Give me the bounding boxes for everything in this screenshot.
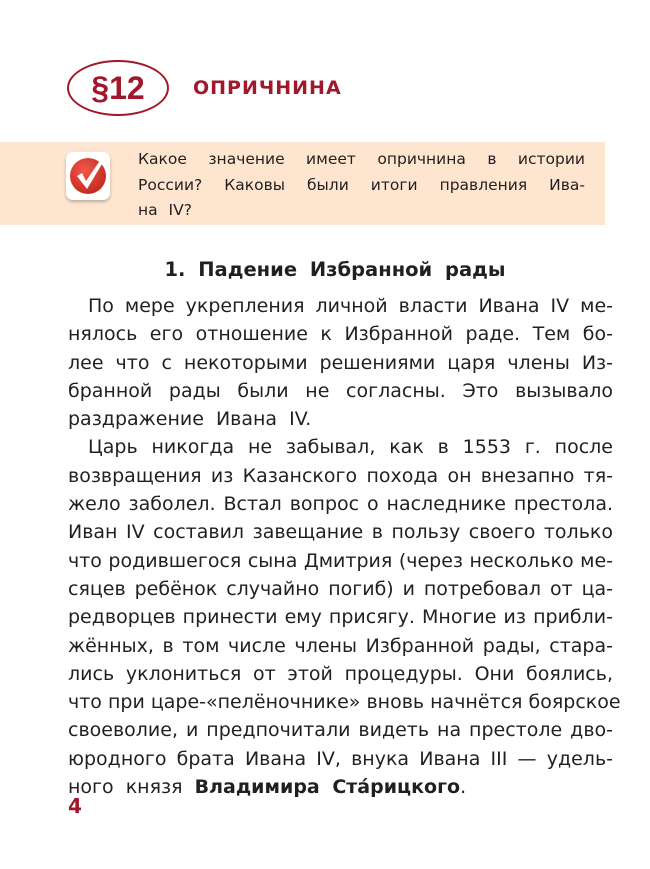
paragraph-last-line	[68, 773, 613, 801]
body-text	[68, 292, 621, 801]
paragraph-line: лее что с некоторыми решениями царя члены Из-	[68, 351, 613, 374]
paragraph-line: своеволие, и предпочитали видеть на престоле дво-	[68, 719, 613, 742]
question-text	[138, 147, 585, 224]
paragraph-line: По мере укрепления личной власти Ивана IV ме-	[88, 295, 613, 317]
paragraph-line: лись уклониться от этой процедуры. Они боялись,	[68, 662, 613, 685]
paragraph-line: бранной рады были не согласны. Это вызывало	[68, 379, 613, 402]
paragraph-line: что родившегося сына Дмитрия (через несколько ме-	[68, 549, 613, 572]
paragraph-line: редворцев принести ему присягу. Многие из прибли-	[68, 606, 613, 629]
question-line: Какое значение имеет опричнина в истории	[138, 150, 585, 168]
paragraph-line: нялось его отношение к Избранной раде. Тем бо-	[68, 323, 613, 346]
paragraph-line: жённых, в том числе члены Избранной рады, стара-	[68, 634, 613, 657]
section-heading: 1. Падение Избранной рады	[164, 258, 506, 281]
last-line-prefix: ного князя	[68, 776, 195, 799]
paragraph-line: сяцев ребёнок случайно погиб) и потребовал от ца-	[68, 577, 613, 600]
paragraph-line: Иван IV составил завещание в пользу своего только	[68, 521, 613, 544]
section-number-badge: §12	[67, 60, 169, 116]
paragraph-line: Царь никогда не забывал, как в 1553 г. после	[88, 436, 613, 459]
chapter-title: ОПРИЧНИНА	[193, 77, 342, 99]
last-line-suffix: .	[460, 776, 467, 799]
paragraph-line: возвращения из Казанского похода он внезапно тя-	[68, 464, 613, 487]
question-line: России? Каковы были итоги правления Ива-	[138, 175, 585, 194]
checkmark-icon	[66, 152, 110, 200]
paragraph-line: что при царе-«пелёночнике» вновь начнётся боярское	[68, 691, 621, 714]
chapter-header	[67, 58, 342, 118]
paragraph-line: жело заболел. Встал вопрос о наследнике престола.	[68, 493, 613, 516]
paragraph-line: юродного брата Ивана IV, внука Ивана III — удель-	[68, 747, 613, 770]
question-line: на IV?	[138, 201, 192, 219]
paragraph-line: раздражение Ивана IV.	[68, 408, 312, 431]
bold-name-starytsky: Владимира Ста́рицкого	[194, 776, 461, 799]
page-number: 4	[68, 794, 82, 818]
checkmark-svg	[69, 157, 107, 195]
